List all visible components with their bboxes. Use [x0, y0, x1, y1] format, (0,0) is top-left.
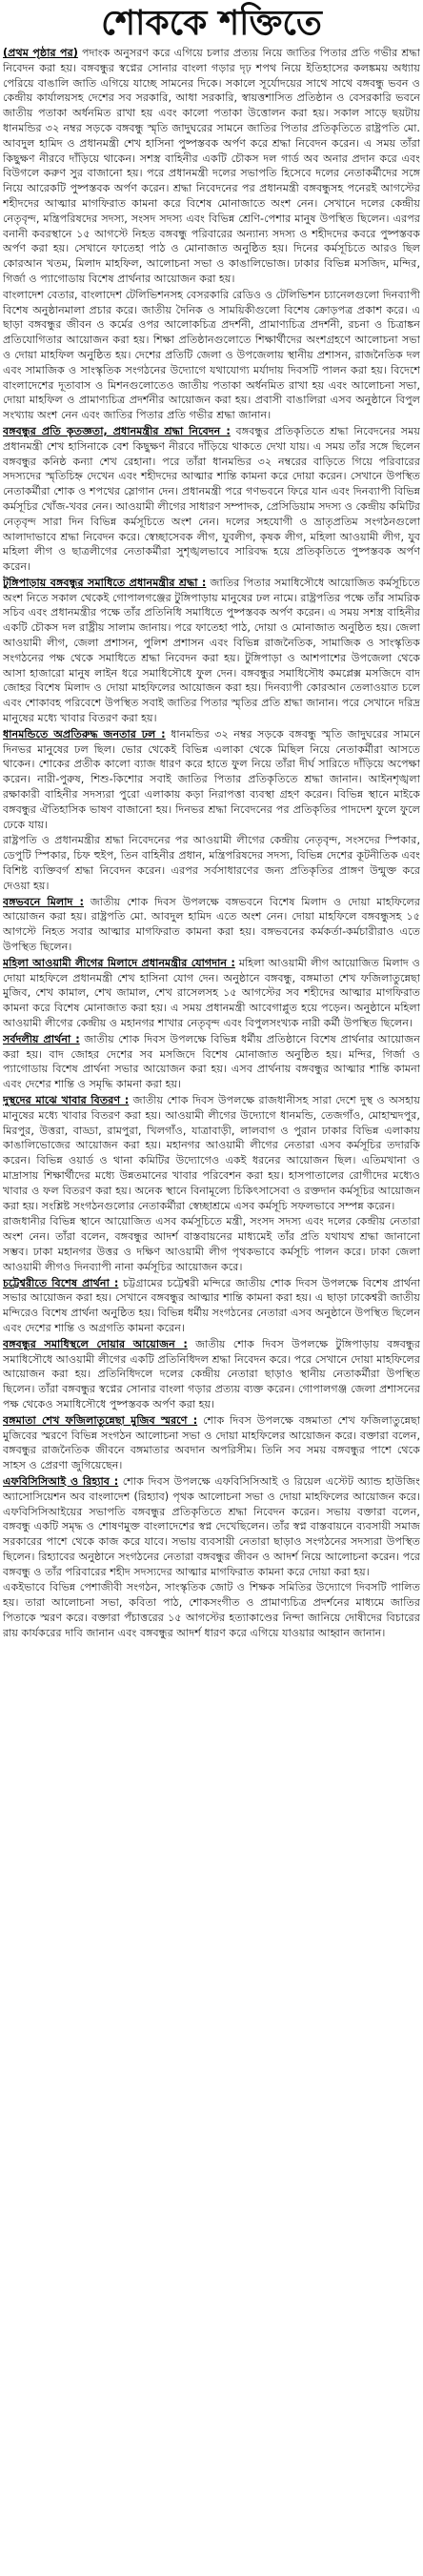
paragraph-text: জাতীয় শোক দিবস উপলক্ষে বিভিন্ন ধর্মীয় প্রতিষ্ঠানে বিশেষ প্রার্থনার আয়োজন করা হয়। বাদ জোহর দেশের সব মসজিদে বিশেষ মোনাজাত অনুষ্ঠিত হয়। মন্দির, গির্জা ও প্যাগোডায় বিশেষ প্রার্থনা সভার আয়োজন করা হয়। এসব প্রার্থনায় বঙ্গবন্ধুর আত্মার শান্তি কামনা এবং দেশের শান্তি ও সমৃদ্ধি কামনা করা হয়। — [3, 1032, 420, 1091]
paragraph-subheading: বঙ্গমাতা শেখ ফজিলাতুন্নেছা মুজিব স্মরণে : — [3, 1413, 198, 1427]
paragraph-subheading: মহিলা আওয়ামী লীগের মিলাদে প্রধানমন্ত্রীর যোগদান : — [3, 956, 235, 969]
newspaper-page — [3, 0, 420, 2576]
paragraph-text: জাতির পিতার সমাধিসৌধে আয়োজিত কর্মসূচিতে অংশ নিতে সকাল থেকেই গোপালগঞ্জের টুঙ্গিপাড়ায় মানুষের ঢল নামে। রাষ্ট্রপতির পক্ষে তাঁর সামরিক সচিব এবং প্রধানমন্ত্রীর পক্ষে তাঁর প্রতিনিধি সমাধিতে পুষ্পস্তবক অর্পণ করেন। এ সময় সশস্ত্র বাহিনীর একটি চৌকস দল রাষ্ট্রীয় সালাম জানায়। পরে ফাতেহা পাঠ, দোয়া ও মোনাজাত অনুষ্ঠিত হয়। জেলা আওয়ামী লীগ, জেলা প্রশাসন, পুলিশ প্রশাসন এবং বিভিন্ন রাজনৈতিক, সামাজিক ও সাংস্কৃতিক সংগঠনের পক্ষ থেকে সমাধিতে শ্রদ্ধা নিবেদন করা হয়। টুঙ্গিপাড়া ও আশপাশের উপজেলা থেকে আসা হাজারো মানুষ লাইন ধরে সমাধিসৌধে ফুল দেন। বঙ্গবন্ধুর সমাধিসৌধ কমপ্লেক্স মসজিদে বাদ জোহর বিশেষ মিলাদ ও দোয়া মাহফিলের আয়োজন করা হয়। দিনব্যাপী কোরআন তেলাওয়াত চলে এবং শোকাবহ পরিবেশে উপস্থিত সবাই জাতির পিতার স্মৃতির প্রতি শ্রদ্ধা জানান। পরে সেখানে দরিদ্র মানুষের মধ্যে খাবার বিতরণ করা হয়। — [3, 576, 420, 725]
paragraph-text: রাষ্ট্রপতি ও প্রধানমন্ত্রীর শ্রদ্ধা নিবেদনের পর আওয়ামী লীগের কেন্দ্রীয় নেতৃবৃন্দ, সংসদের স্পিকার, ডেপুটি স্পিকার, চিফ হুইপ, তিন বাহিনীর প্রধান, মন্ত্রিপরিষদের সদস্য, বিভিন্ন দেশের কূটনীতিক এবং বিশিষ্ট ব্যক্তিবর্গ শ্রদ্ধা নিবেদন করেন। এরপর সর্বসাধারণের জন্য প্রতিকৃতির প্রাঙ্গণ উন্মুক্ত করে দেওয়া হয়। — [3, 834, 420, 892]
article-body — [3, 46, 420, 1641]
paragraph-subheading: এফবিসিসিআই ও রিহ্যাব : — [3, 1474, 119, 1488]
paragraph-subheading: বঙ্গবন্ধুর প্রতি কৃতজ্ঞতা, প্রধানমন্ত্রীর শ্রদ্ধা নিবেদন : — [3, 424, 231, 437]
article-paragraph — [3, 1276, 420, 1336]
headline: শোককে শক্তিতে — [101, 3, 322, 43]
article-paragraph — [3, 1580, 420, 1640]
paragraph-subheading: চট্টেশ্বরীতে বিশেষ প্রার্থনা : — [3, 1276, 119, 1289]
paragraph-text: চট্টগ্রামের চট্টেশ্বরী মন্দিরে জাতীয় শোক দিবস উপলক্ষে বিশেষ প্রার্থনা সভার আয়োজন করা হয়। সেখানে বঙ্গবন্ধুর আত্মার শান্তি কামনা করা হয়। এ ছাড়া ঢাকেশ্বরী জাতীয় মন্দিরেও বিশেষ প্রার্থনা অনুষ্ঠিত হয়। বিভিন্ন ধর্মীয় সংগঠনের নেতারা এসব অনুষ্ঠানে উপস্থিত ছিলেন এবং দেশের শান্তি ও অগ্রগতি কামনা করেন। — [3, 1276, 420, 1334]
paragraph-subheading: টুঙ্গিপাড়ায় বঙ্গবন্ধুর সমাধিতে প্রধানমন্ত্রীর শ্রদ্ধা : — [3, 576, 207, 589]
paragraph-text: বাংলাদেশ বেতার, বাংলাদেশ টেলিভিশনসহ বেসরকারি রেডিও ও টেলিভিশন চ্যানেলগুলো দিনব্যাপী বিশেষ অনুষ্ঠানমালা প্রচার করে। জাতীয় দৈনিক ও সাময়িকীগুলো বিশেষ ক্রোড়পত্র প্রকাশ করে। এ ছাড়া বঙ্গবন্ধুর জীবন ও কর্মের ওপর আলোকচিত্র প্রদর্শনী, প্রামাণ্যচিত্র প্রদর্শনী, রচনা ও চিত্রাঙ্কন প্রতিযোগিতার আয়োজন করা হয়। শিক্ষা প্রতিষ্ঠানগুলোতে শিক্ষার্থীদের অংশগ্রহণে আলোচনা সভা ও দোয়া মাহফিল অনুষ্ঠিত হয়। দেশের প্রতিটি জেলা ও উপজেলায় স্থানীয় প্রশাসন, রাজনৈতিক দল এবং সামাজিক ও সাংস্কৃতিক সংগঠনের উদ্যোগে যথাযোগ্য মর্যাদায় দিবসটি পালন করা হয়। বিদেশে বাংলাদেশের দূতাবাস ও মিশনগুলোতেও জাতীয় পতাকা অর্ধনমিত রাখা হয় এবং আলোচনা সভা, দোয়া মাহফিল ও প্রামাণ্যচিত্র প্রদর্শনীর আয়োজন করা হয়। প্রবাসী বাঙালিরা এসব অনুষ্ঠানে বিপুল সংখ্যায় অংশ নেন এবং জাতির পিতার প্রতি গভীর শ্রদ্ধা জানান। — [3, 288, 420, 422]
article-paragraph — [3, 1093, 420, 1213]
article-paragraph — [3, 1032, 420, 1092]
article-paragraph — [3, 288, 420, 423]
article-paragraph — [3, 424, 420, 575]
paragraph-subheading: (প্রথম পৃষ্ঠার পর) — [3, 47, 78, 59]
paragraph-text: একইভাবে বিভিন্ন পেশাজীবী সংগঠন, সাংস্কৃতিক জোট ও শিক্ষক সমিতির উদ্যোগে দিবসটি পালিত হয়। তারা আলোচনা সভা, কবিতা পাঠ, শোকসংগীত ও প্রামাণ্যচিত্র প্রদর্শনের মাধ্যমে জাতির পিতাকে স্মরণ করে। বক্তারা পঁচাত্তরের ১৫ আগস্টের হত্যাকাণ্ডের নিন্দা জানিয়ে দোষীদের বিচারের রায় কার্যকরের দাবি জানান এবং বঙ্গবন্ধুর আদর্শ ধারণ করে এগিয়ে যাওয়ার আহ্বান জানান। — [3, 1581, 420, 1639]
paragraph-subheading: বঙ্গবন্ধুর সমাধিস্থলে দোয়ার আয়োজন : — [3, 1337, 188, 1350]
paragraph-text: রাজধানীর বিভিন্ন স্থানে আয়োজিত এসব কর্মসূচিতে মন্ত্রী, সংসদ সদস্য এবং দলের কেন্দ্রীয় নেতারা অংশ নেন। তাঁরা বলেন, বঙ্গবন্ধুর আদর্শ বাস্তবায়নের মাধ্যমেই তাঁর প্রতি যথাযথ শ্রদ্ধা জানানো সম্ভব। ঢাকা মহানগর উত্তর ও দক্ষিণ আওয়ামী লীগ পৃথকভাবে কর্মসূচি পালন করে। ঢাকা জেলা আওয়ামী লীগও দিনব্যাপী নানা কর্মসূচির আয়োজন করে। — [3, 1215, 420, 1273]
article-paragraph — [3, 956, 420, 1031]
article-paragraph — [3, 46, 420, 287]
article-paragraph — [3, 1214, 420, 1274]
paragraph-text: শোক দিবস উপলক্ষে বঙ্গমাতা শেখ ফজিলাতুন্নেছা মুজিবের স্মরণে বিভিন্ন সংগঠন আলোচনা সভা ও দোয়া মাহফিলের আয়োজন করে। বক্তারা বলেন, বঙ্গবন্ধুর রাজনৈতিক জীবনে বঙ্গমাতার অবদান অপরিসীম। তিনি সব সময় বঙ্গবন্ধুর পাশে থেকে সাহস ও প্রেরণা জুগিয়েছেন। — [3, 1413, 420, 1472]
article-paragraph — [3, 727, 420, 833]
paragraph-subheading: বঙ্গভবনে মিলাদ : — [3, 895, 85, 908]
article-paragraph — [3, 833, 420, 893]
paragraph-subheading: ধানমন্ডিতে অপ্রতিরুদ্ধ জনতার ঢল : — [3, 727, 166, 740]
article-paragraph — [3, 1337, 420, 1412]
paragraph-text: মহিলা আওয়ামী লীগ আয়োজিত মিলাদ ও দোয়া মাহফিলে প্রধানমন্ত্রী শেখ হাসিনা যোগ দেন। অনুষ্ঠানে বঙ্গবন্ধু, বঙ্গমাতা শেখ ফজিলাতুন্নেছা মুজিব, শেখ কামাল, শেখ জামাল, শেখ রাসেলসহ ১৫ আগস্টের সব শহীদের আত্মার মাগফিরাত কামনা করে বিশেষ মোনাজাত করা হয়। এ সময় প্রধানমন্ত্রী আবেগাপ্লুত হয়ে পড়েন। অনুষ্ঠানে মহিলা আওয়ামী লীগের কেন্দ্রীয় ও মহানগর শাখার নেতৃবৃন্দ এবং বিপুলসংখ্যক নারী কর্মী উপস্থিত ছিলেন। — [3, 956, 420, 1029]
paragraph-subheading: সর্বদলীয় প্রার্থনা : — [3, 1032, 80, 1045]
article-paragraph — [3, 1474, 420, 1580]
article-paragraph — [3, 895, 420, 955]
paragraph-text: বঙ্গবন্ধুর প্রতিকৃতিতে শ্রদ্ধা নিবেদনের সময় প্রধানমন্ত্রী শেখ হাসিনাকে বেশ কিছুক্ষণ নীরবে দাঁড়িয়ে থাকতে দেখা যায়। এ সময় তাঁর সঙ্গে ছিলেন বঙ্গবন্ধুর কনিষ্ঠ কন্যা শেখ রেহানা। পরে তাঁরা ধানমন্ডির ৩২ নম্বরের বাড়িতে গিয়ে পরিবারের সদস্যদের স্মৃতিচিহ্ন দেখেন এবং শহীদদের আত্মার শান্তি কামনা করে দোয়া করেন। সেখানে উপস্থিত নেতাকর্মীরা শোক ও শপথের স্লোগান দেন। প্রধানমন্ত্রী পরে গণভবনে ফিরে যান এবং দিনব্যাপী বিভিন্ন কর্মসূচির খোঁজ-খবর নেন। আওয়ামী লীগের সাধারণ সম্পাদক, প্রেসিডিয়াম সদস্য ও কেন্দ্রীয় কমিটির নেতৃবৃন্দ সারা দিন বিভিন্ন কর্মসূচিতে অংশ নেন। দলের সহযোগী ও ভ্রাতৃপ্রতিম সংগঠনগুলো আলাদাভাবে শ্রদ্ধা নিবেদন করে। স্বেচ্ছাসেবক লীগ, যুবলীগ, কৃষক লীগ, মহিলা আওয়ামী লীগ, যুব মহিলা লীগ ও ছাত্রলীগের নেতাকর্মীরা সুশৃঙ্খলভাবে সারিবদ্ধ হয়ে প্রতিকৃতিতে পুষ্পস্তবক অর্পণ করেন। — [3, 424, 420, 574]
paragraph-text: পদাংক অনুসরণ করে এগিয়ে চলার প্রত্যয় নিয়ে জাতির পিতার প্রতি গভীর শ্রদ্ধা নিবেদন করা হয়। বঙ্গবন্ধুর স্বপ্নের সোনার বাংলা গড়ার দৃঢ় শপথ নিয়ে ইতিহাসের কলঙ্কময় অধ্যায় পেরিয়ে বাঙালি জাতি এগিয়ে যাচ্ছে সামনের দিকে। সকালে সূর্যোদয়ের সাথে সাথে বঙ্গবন্ধু ভবন ও কেন্দ্রীয় কার্যালয়সহ দেশের সব সরকারি, আধা সরকারি, স্বায়ত্তশাসিত প্রতিষ্ঠান ও বেসরকারি ভবনে জাতীয় পতাকা অর্ধনমিত রাখা হয় এবং কালো পতাকা উত্তোলন করা হয়। সকাল সাড়ে ছয়টায় ধানমন্ডির ৩২ নম্বর সড়কে বঙ্গবন্ধু স্মৃতি জাদুঘরের সামনে জাতির পিতার প্রতিকৃতিতে রাষ্ট্রপতি মো. আবদুল হামিদ ও প্রধানমন্ত্রী শেখ হাসিনা পুষ্পস্তবক অর্পণ করে শ্রদ্ধা নিবেদন করেন। এ সময় তাঁরা কিছুক্ষণ নীরবে দাঁড়িয়ে থাকেন। সশস্ত্র বাহিনীর একটি চৌকস দল গার্ড অব অনার প্রদান করে এবং বিউগলে করুণ সুর বাজানো হয়। পরে প্রধানমন্ত্রী দলের সভাপতি হিসেবে দলের নেতাকর্মীদের সঙ্গে নিয়ে আরেকটি পুষ্পস্তবক অর্পণ করেন। শ্রদ্ধা নিবেদনের পর প্রধানমন্ত্রী বঙ্গবন্ধুসহ পনেরই আগস্টের শহীদদের আত্মার মাগফিরাত কামনা করে বিশেষ মোনাজাতে অংশ নেন। সেখানে দলের কেন্দ্রীয় নেতৃবৃন্দ, মন্ত্রিপরিষদের সদস্য, সংসদ সদস্য এবং বিভিন্ন শ্রেণি-পেশার মানুষ উপস্থিত ছিলেন। এরপর বনানী কবরস্থানে ১৫ আগস্টে নিহত বঙ্গবন্ধু পরিবারের অন্যান্য সদস্য ও শহীদদের কবরে পুষ্পস্তবক অর্পণ করা হয়। সেখানে ফাতেহা পাঠ ও মোনাজাত অনুষ্ঠিত হয়। দিনের কর্মসূচিতে আরও ছিল কোরআন খতম, মিলাদ মাহফিল, আলোচনা সভা ও কাঙালিভোজ। ঢাকার বিভিন্ন মসজিদ, মন্দির, গির্জা ও প্যাগোডায় বিশেষ প্রার্থনার আয়োজন করা হয়। — [3, 47, 420, 285]
paragraph-text: জাতীয় শোক দিবস উপলক্ষে রাজধানীসহ সারা দেশে দুস্থ ও অসহায় মানুষের মধ্যে খাবার বিতরণ করা হয়। আওয়ামী লীগের উদ্যোগে ধানমন্ডি, তেজগাঁও, মোহাম্মদপুর, মিরপুর, উত্তরা, বাড্ডা, রামপুরা, খিলগাঁও, যাত্রাবাড়ী, লালবাগ ও পুরান ঢাকার বিভিন্ন এলাকায় কাঙালিভোজের আয়োজন করা হয়। মহানগর আওয়ামী লীগের নেতারা এসব কর্মসূচির তদারকি করেন। বিভিন্ন ওয়ার্ড ও থানা কমিটির উদ্যোগেও একই ধরনের আয়োজন ছিল। এতিমখানা ও মাদ্রাসায় শিক্ষার্থীদের মধ্যে উন্নতমানের খাবার পরিবেশন করা হয়। হাসপাতালের রোগীদের মধ্যেও খাবার ও ফল বিতরণ করা হয়। অনেক স্থানে বিনামূল্যে চিকিৎসাসেবা ও রক্তদান কর্মসূচির আয়োজন করা হয়। সংশ্লিষ্ট সংগঠনগুলোর নেতাকর্মীরা স্বেচ্ছাশ্রমে এসব কর্মসূচি সফলভাবে সম্পন্ন করেন। — [3, 1093, 420, 1212]
article-paragraph — [3, 1413, 420, 1473]
paragraph-text: শোক দিবস উপলক্ষে এফবিসিসিআই ও রিয়েল এস্টেট অ্যান্ড হাউজিং অ্যাসোসিয়েশন অব বাংলাদেশ (রিহ্যাব) পৃথক আলোচনা সভা ও দোয়া মাহফিলের আয়োজন করে। এফবিসিসিআইয়ের সভাপতি বঙ্গবন্ধুর প্রতিকৃতিতে শ্রদ্ধা নিবেদন করেন। সভায় বক্তারা বলেন, বঙ্গবন্ধু একটি সমৃদ্ধ ও শোষণমুক্ত বাংলাদেশের স্বপ্ন দেখেছিলেন। তাঁর স্বপ্ন বাস্তবায়নে ব্যবসায়ী সমাজ সরকারের পাশে থেকে কাজ করে যাবে। সভায় ব্যবসায়ী নেতারা ছাড়াও সংগঠনের সদস্যরা উপস্থিত ছিলেন। রিহ্যাবের অনুষ্ঠানে সংগঠনের নেতারা বঙ্গবন্ধুর জীবন ও আদর্শ নিয়ে আলোচনা করেন। পরে বঙ্গবন্ধু ও তাঁর পরিবারের শহীদ সদস্যদের আত্মার মাগফিরাত কামনা করে দোয়া করা হয়। — [3, 1474, 420, 1578]
paragraph-text: জাতীয় শোক দিবস উপলক্ষে টুঙ্গিপাড়ায় বঙ্গবন্ধুর সমাধিসৌধে আওয়ামী লীগের একটি প্রতিনিধিদল শ্রদ্ধা নিবেদন করে। পরে সেখানে দোয়া মাহফিলের আয়োজন করা হয়। প্রতিনিধিদলে দলের কেন্দ্রীয় নেতারা ছাড়াও স্থানীয় নেতাকর্মীরা উপস্থিত ছিলেন। তাঁরা বঙ্গবন্ধুর স্বপ্নের সোনার বাংলা গড়ার প্রত্যয় ব্যক্ত করেন। গোপালগঞ্জ জেলা প্রশাসনের পক্ষ থেকেও সমাধিসৌধে পুষ্পস্তবক অর্পণ করা হয়। — [3, 1337, 420, 1410]
paragraph-text: জাতীয় শোক দিবস উপলক্ষে বঙ্গভবনে বিশেষ মিলাদ ও দোয়া মাহফিলের আয়োজন করা হয়। রাষ্ট্রপতি মো. আবদুল হামিদ এতে অংশ নেন। দোয়া মাহফিলে বঙ্গবন্ধুসহ ১৫ আগস্টে নিহত সবার আত্মার মাগফিরাত কামনা করা হয়। বঙ্গভবনের কর্মকর্তা-কর্মচারীরাও এতে উপস্থিত ছিলেন। — [3, 895, 420, 954]
paragraph-subheading: দুস্থদের মাঝে খাবার বিতরণ : — [3, 1093, 130, 1106]
paragraph-text: ধানমন্ডির ৩২ নম্বর সড়কে বঙ্গবন্ধু স্মৃতি জাদুঘরের সামনে দিনভর মানুষের ঢল ছিল। ভোর থেকেই বিভিন্ন এলাকা থেকে মিছিল নিয়ে নেতাকর্মীরা আসতে থাকেন। শোকের প্রতীক কালো ব্যাজ ধারণ করে হাতে ফুল নিয়ে তাঁরা দীর্ঘ সারিতে দাঁড়িয়ে অপেক্ষা করেন। নারী-পুরুষ, শিশু-কিশোর সবাই জাতির পিতার প্রতিকৃতিতে শ্রদ্ধা জানান। আইনশৃঙ্খলা রক্ষাকারী বাহিনীর সদস্যরা পুরো এলাকায় কড়া নিরাপত্তা ব্যবস্থা গ্রহণ করেন। বিভিন্ন স্থানে মাইকে বঙ্গবন্ধুর ঐতিহাসিক ভাষণ বাজানো হয়। দিনভর শ্রদ্ধা নিবেদনের পর প্রতিকৃতির পাদদেশ ফুলে ফুলে ঢেকে যায়। — [3, 727, 420, 831]
article-paragraph — [3, 576, 420, 726]
